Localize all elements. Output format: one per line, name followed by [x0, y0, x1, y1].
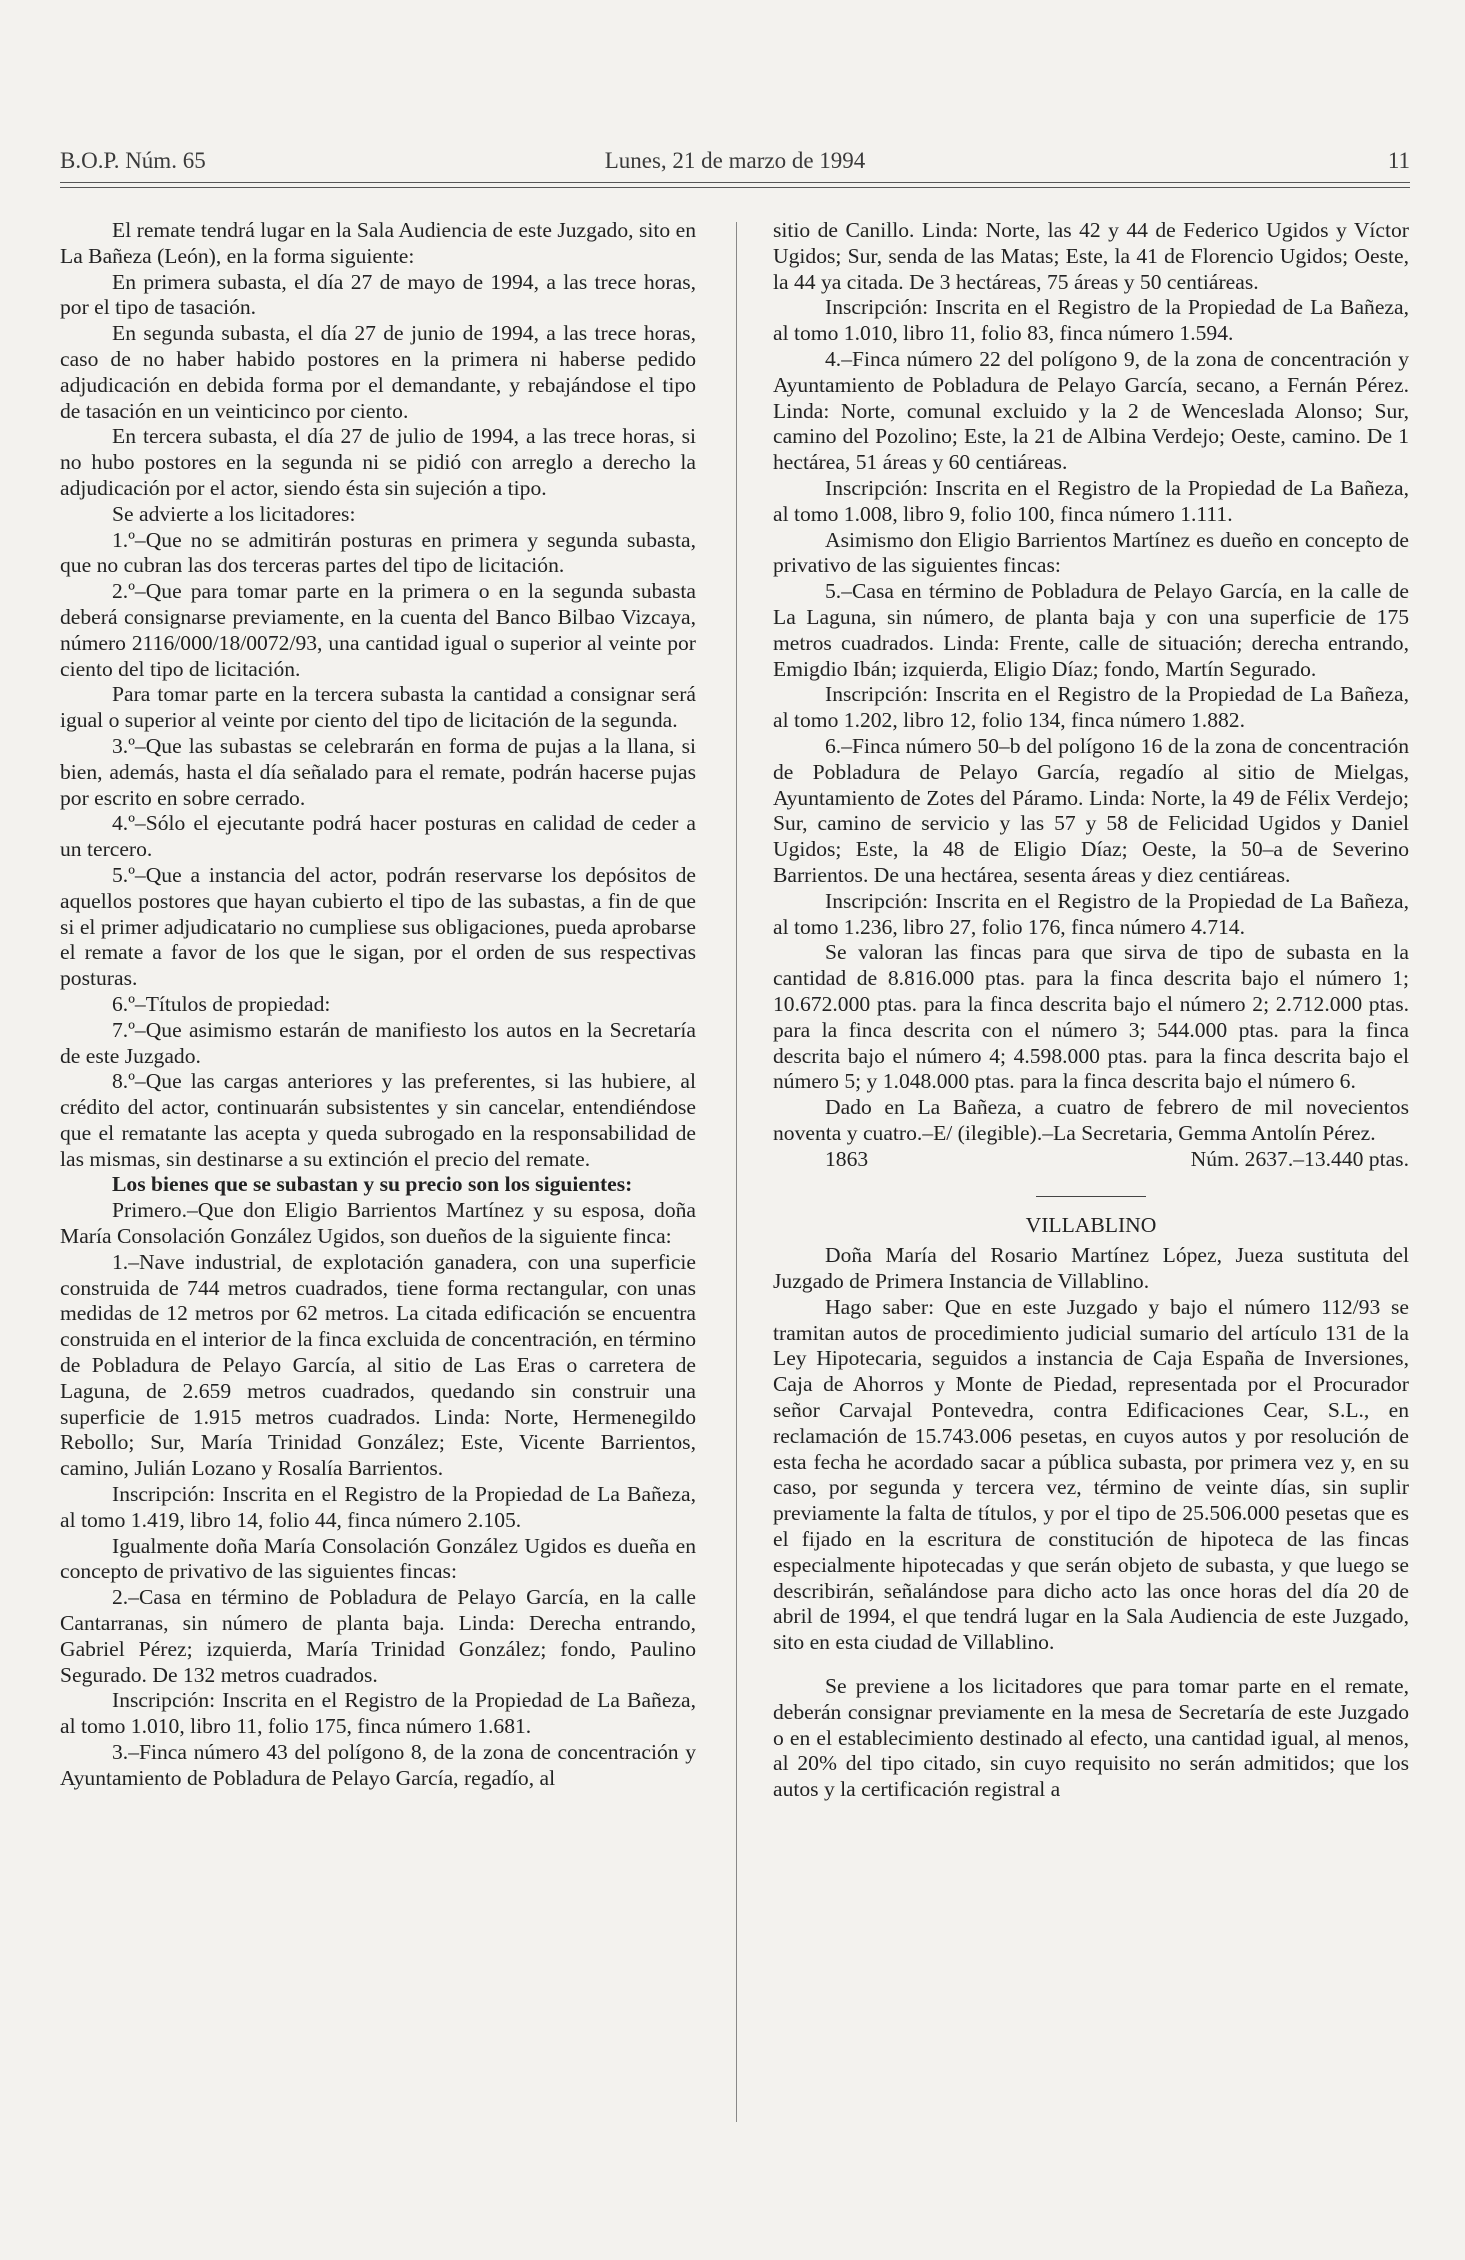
- paragraph: 8.º–Que las cargas anteriores y las preferentes, si las hubiere, al crédito del actor, continuarán subsistentes y sin cancelar, entendiéndose que el rematante las acepta y queda subrogado en la responsabilidad de las mismas, sin destinarse a su extinción el precio del remate.: [60, 1069, 696, 1171]
- paragraph: Doña María del Rosario Martínez López, Jueza sustituta del Juzgado de Primera Instancia de Villablino.: [773, 1243, 1409, 1294]
- header-rule-top: [60, 182, 1410, 183]
- paragraph: Dado en La Bañeza, a cuatro de febrero de mil novecientos noventa y cuatro.–E/ (ilegible).–La Secretaria, Gemma Antolín Pérez.: [773, 1095, 1409, 1145]
- paragraph: Inscripción: Inscrita en el Registro de la Propiedad de La Bañeza, al tomo 1.236, libro 27, folio 176, finca número 4.714.: [773, 888, 1409, 939]
- header-rule-bottom: [60, 187, 1410, 188]
- paragraph: 3.–Finca número 43 del polígono 8, de la zona de concentración y Ayuntamiento de Pobladura de Pelayo García, regadío, al: [60, 1740, 696, 1790]
- paragraph: El remate tendrá lugar en la Sala Audiencia de este Juzgado, sito en La Bañeza (León), en la forma siguiente:: [60, 218, 696, 268]
- paragraph: Inscripción: Inscrita en el Registro de la Propiedad de La Bañeza, al tomo 1.419, libro 14, folio 44, finca número 2.105.: [60, 1482, 696, 1532]
- page-number: 11: [1387, 148, 1410, 173]
- paragraph-gap: [773, 1656, 1409, 1674]
- section-title: VILLABLINO: [1025, 1213, 1157, 1238]
- issue-date: Lunes, 21 de marzo de 1994: [604, 148, 866, 173]
- bulletin-number: B.O.P. Núm. 65: [60, 148, 206, 173]
- paragraph: 1.–Nave industrial, de explotación ganadera, con una superficie construida de 744 metros cuadrados, tiene forma rectangular, con unas medidas de 12 metros por 62 metros. La citada edificación se encuentra construida en el interior de la finca excluida de concentración, en término de Pobladura de Pelayo García, al sitio de Las Eras o carretera de Laguna, de 2.659 metros cuadrados, quedando sin construir una superficie de 1.915 metros cuadrados. Linda: Norte, Hermenegildo Rebollo; Sur, María Trinidad González; Este, Vicente Barrientos, camino, Julián Lozano y Rosalía Barrientos.: [60, 1249, 696, 1481]
- signature-fee: Núm. 2637.–13.440 ptas.: [1190, 1146, 1409, 1171]
- paragraph: 4.º–Sólo el ejecutante podrá hacer posturas en calidad de ceder a un tercero.: [60, 811, 696, 862]
- paragraph: 7.º–Que asimismo estarán de manifiesto los autos en la Secretaría de este Juzgado.: [60, 1017, 696, 1068]
- paragraph: 5.º–Que a instancia del actor, podrán reservarse los depósitos de aquellos postores que hayan cubierto el tipo de las subastas, a fin de que si el primer adjudicatario no cumpliese sus obligaciones, pueda aprobarse el remate a favor de los que le sigan, por el orden de sus respectivas posturas.: [60, 862, 696, 991]
- paragraph: 4.–Finca número 22 del polígono 9, de la zona de concentración y Ayuntamiento de Pobladura de Pelayo García, secano, a Fernán Pérez. Linda: Norte, comunal excluido y la 2 de Wenceslada Alonso; Sur, camino del Pozolino; Este, la 21 de Albina Verdejo; Oeste, camino. De 1 hectárea, 51 áreas y 60 centiáreas.: [773, 346, 1409, 475]
- signature-row: [773, 1147, 1409, 1173]
- paragraph: Se valoran las fincas para que sirva de tipo de subasta en la cantidad de 8.816.000 ptas. para la finca descrita bajo el número 1; 10.672.000 ptas. para la finca descrita bajo el número 2; 2.712.000 ptas. para la finca descrita con el número 3; 544.000 ptas. para la finca descrita bajo el número 4; 4.598.000 ptas. para la finca descrita bajo el número 5; y 1.048.000 ptas. para la finca descrita bajo el número 6.: [773, 940, 1409, 1094]
- paragraph: En segunda subasta, el día 27 de junio de 1994, a las trece horas, caso de no haber habido postores en la primera ni haberse pedido adjudicación en debida forma por el demandante, y rebajándose el tipo de tasación en un veinticinco por ciento.: [60, 321, 696, 423]
- paragraph: En primera subasta, el día 27 de mayo de 1994, a las trece horas, por el tipo de tasación.: [60, 269, 696, 320]
- paragraph: Se advierte a los licitadores:: [112, 501, 356, 526]
- paragraph: Inscripción: Inscrita en el Registro de la Propiedad de La Bañeza, al tomo 1.202, libro 12, folio 134, finca número 1.882.: [773, 682, 1409, 733]
- paragraph: 6.º–Títulos de propiedad:: [112, 991, 331, 1016]
- paragraph: Primero.–Que don Eligio Barrientos Martínez y su esposa, doña María Consolación González Ugidos, son dueños de la siguiente finca:: [60, 1198, 696, 1249]
- paragraph: 5.–Casa en término de Pobladura de Pelayo García, en la calle de La Laguna, sin número, de planta baja y con una superficie de 175 metros cuadrados. Linda: Frente, calle de situación; derecha entrando, Emigdio Ibán; izquierda, Eligio Díaz; fondo, Martín Segurado.: [773, 579, 1409, 681]
- paragraph: 6.–Finca número 50–b del polígono 16 de la zona de concentración de Pobladura de Pelayo García, regadío al sitio de Mielgas, Ayuntamiento de Zotes del Páramo. Linda: Norte, la 49 de Félix Verdejo; Sur, camino de servicio y las 57 y 58 de Felicidad Ugidos y Daniel Ugidos; Este, la 48 de Eligio Díaz; Oeste, la 50–a de Severino Barrientos. De una hectárea, sesenta áreas y diez centiáreas.: [773, 733, 1409, 887]
- left-column: [60, 218, 696, 1792]
- paragraph: Para tomar parte en la tercera subasta la cantidad a consignar será igual o superior al veinte por ciento del tipo de licitación de la segunda.: [60, 682, 696, 733]
- paragraph: Inscripción: Inscrita en el Registro de la Propiedad de La Bañeza, al tomo 1.010, libro 11, folio 175, finca número 1.681.: [60, 1688, 696, 1739]
- paragraph: Inscripción: Inscrita en el Registro de la Propiedad de La Bañeza, al tomo 1.008, libro 9, folio 100, finca número 1.111.: [773, 475, 1409, 526]
- paragraph: Inscripción: Inscrita en el Registro de la Propiedad de La Bañeza, al tomo 1.010, libro 11, folio 83, finca número 1.594.: [773, 295, 1409, 346]
- paragraph: 3.º–Que las subastas se celebrarán en forma de pujas a la llana, si bien, además, hasta el día señalado para el remate, podrán hacerse pujas por escrito en sobre cerrado.: [60, 733, 696, 810]
- section-divider: [1036, 1196, 1146, 1197]
- right-column: [773, 218, 1409, 1803]
- paragraph: Se previene a los licitadores que para tomar parte en el remate, deberán consignar previamente en la mesa de Secretaría de este Juzgado o en el establecimiento destinado al efecto, una cantidad igual, al menos, al 20% del tipo citado, sin cuyo requisito no serán admitidos; que los autos y la certificación registral a: [773, 1674, 1409, 1802]
- paragraph: 2.–Casa en término de Pobladura de Pelayo García, en la calle Cantarranas, sin número de planta baja. Linda: Derecha entrando, Gabriel Pérez; izquierda, María Trinidad González; fondo, Paulino Segurado. De 132 metros cuadrados.: [60, 1585, 696, 1687]
- paragraph: 2.º–Que para tomar parte en la primera o en la segunda subasta deberá consignarse previamente, en la cuenta del Banco Bilbao Vizcaya, número 2116/000/18/0072/93, una cantidad igual o superior al veinte por ciento del tipo de licitación.: [60, 579, 696, 681]
- paragraph: sitio de Canillo. Linda: Norte, las 42 y 44 de Federico Ugidos y Víctor Ugidos; Sur, senda de las Matas; Este, la 41 de Florencio Ugidos; Oeste, la 44 ya citada. De 3 hectáreas, 75 áreas y 50 centiáreas.: [773, 218, 1409, 294]
- paragraph: En tercera subasta, el día 27 de julio de 1994, a las trece horas, si no hubo postores en la segunda ni se pidió con arreglo a derecho la adjudicación por el actor, siendo ésta sin sujeción a tipo.: [60, 424, 696, 500]
- column-separator: [736, 222, 737, 2122]
- page-header: [60, 148, 1410, 178]
- paragraph: Igualmente doña María Consolación González Ugidos es dueña en concepto de privativo de las siguientes fincas:: [60, 1533, 696, 1584]
- section-heading: Los bienes que se subastan y su precio son los siguientes:: [112, 1172, 633, 1197]
- signature-code: 1863: [825, 1146, 869, 1171]
- paragraph: Hago saber: Que en este Juzgado y bajo el número 112/93 se tramitan autos de procedimiento judicial sumario del artículo 131 de la Ley Hipotecaria, seguidos a instancia de Caja España de Inversiones, Caja de Ahorros y Monte de Piedad, representada por el Procurador señor Carvajal Pontevedra, contra Edificaciones Cear, S.L., en reclamación de 15.743.006 pesetas, en cuyos autos y por resolución de esta fecha he acordado sacar a pública subasta, por primera vez y, en su caso, por segunda y tercera vez, término de veinte días, sin suplir previamente la falta de títulos, y por el tipo de 25.506.000 pesetas que es el fijado en la escritura de constitución de hipoteca de las fincas especialmente hipotecadas y que serán objeto de subasta, y que luego se describirán, señalándose para dicho acto las once horas del día 20 de abril de 1994, el que tendrá lugar en la Sala Audiencia de este Juzgado, sito en esta ciudad de Villablino.: [773, 1294, 1409, 1655]
- paragraph: Asimismo don Eligio Barrientos Martínez es dueño en concepto de privativo de las siguientes fincas:: [773, 527, 1409, 578]
- paragraph: 1.º–Que no se admitirán posturas en primera y segunda subasta, que no cubran las dos terceras partes del tipo de licitación.: [60, 527, 696, 578]
